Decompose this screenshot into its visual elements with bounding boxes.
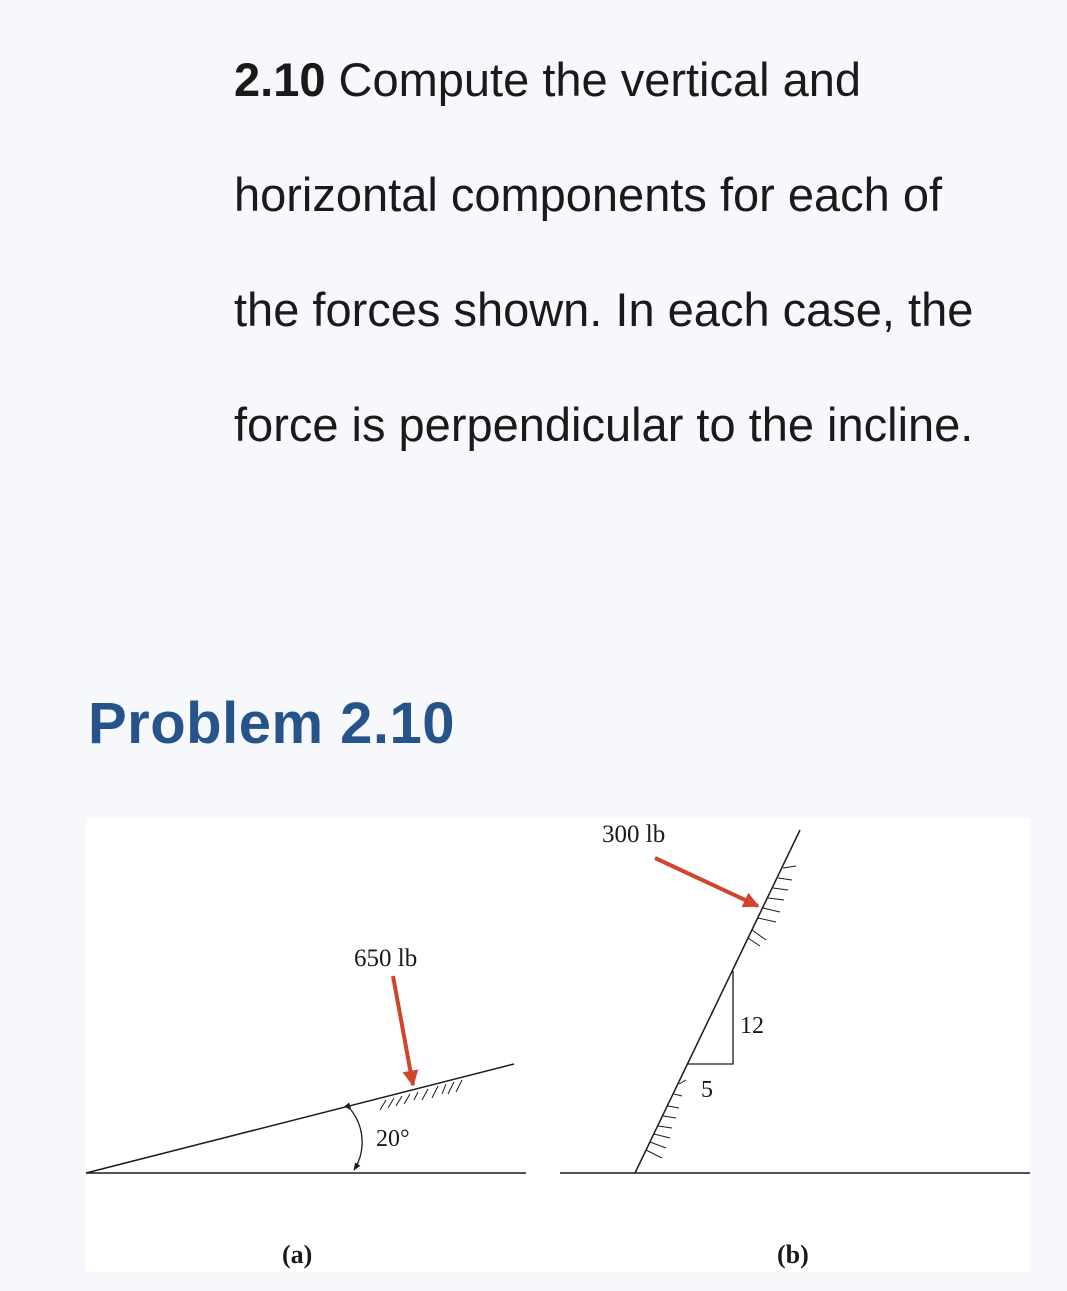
angle-label-a: 20°: [376, 1126, 410, 1152]
incline-line-a: [86, 1064, 514, 1173]
incline-line-b: [635, 830, 800, 1173]
problem-line-2: horizontal components for each of: [234, 168, 943, 221]
problem-statement: [234, 22, 1054, 482]
angle-arc-a: [351, 1110, 362, 1170]
hatching-b-lower: [646, 1080, 686, 1158]
problem-line-3: the forces shown. In each case, the: [234, 283, 974, 336]
slope-run-label-b: 5: [701, 1077, 713, 1103]
figure-diagram: [86, 818, 1030, 1272]
diagram-a: [86, 945, 526, 1269]
problem-heading: Problem 2.10: [88, 691, 456, 756]
force-label-a: 650 lb: [354, 945, 418, 972]
problem-figure: [86, 818, 1030, 1272]
problem-number: 2.10: [234, 53, 326, 106]
problem-line-1: 2.10 Compute the vertical and: [234, 53, 862, 106]
force-label-b: 300 lb: [602, 821, 666, 848]
caption-b: (b): [777, 1240, 809, 1269]
force-arrow-a: [393, 976, 413, 1085]
force-arrow-b: [655, 858, 758, 906]
caption-a: (a): [282, 1240, 313, 1269]
problem-line-4: force is perpendicular to the incline.: [234, 398, 974, 451]
slope-rise-label-b: 12: [740, 1013, 764, 1039]
diagram-b: [560, 821, 1030, 1269]
